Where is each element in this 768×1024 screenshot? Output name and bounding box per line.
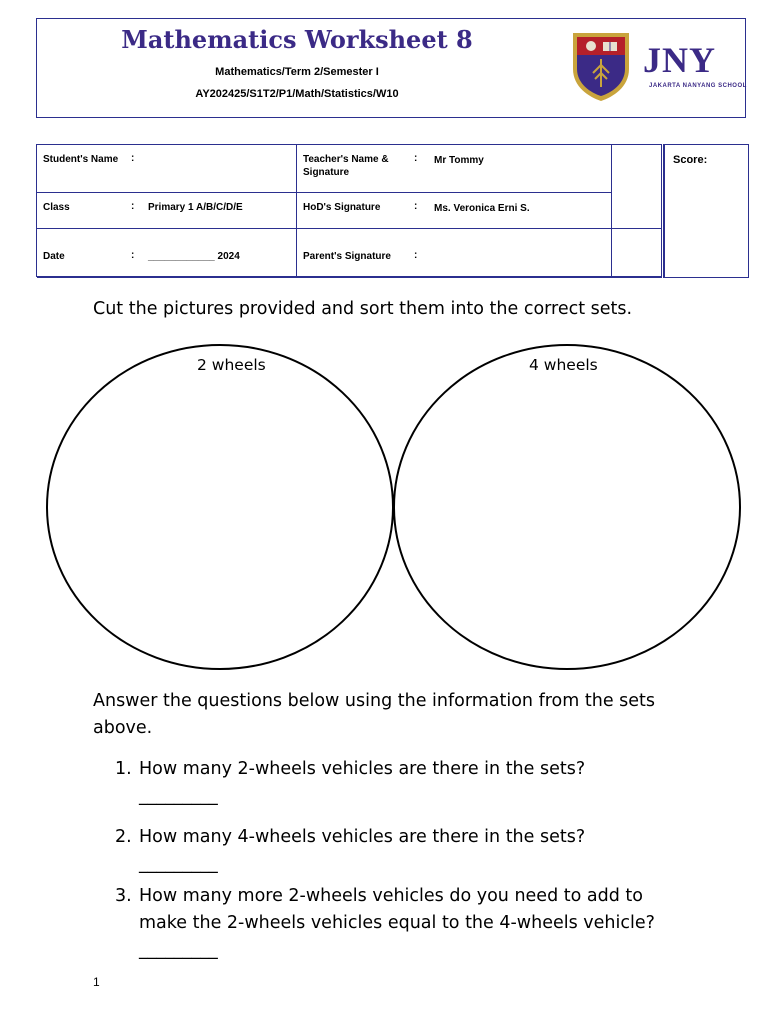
two-wheels-set-label: 2 wheels [197, 356, 266, 374]
school-logo-text: JNY [643, 40, 716, 80]
two-wheels-set-circle [47, 345, 393, 669]
teacher-name-value: Mr Tommy [434, 155, 484, 166]
teacher-signature-label: Signature [303, 167, 350, 178]
four-wheels-set-label: 4 wheels [529, 356, 598, 374]
hod-signature-value: Ms. Veronica Erni S. [434, 203, 530, 214]
answer-blank[interactable]: _________ [139, 786, 218, 806]
sorting-sets [40, 340, 748, 674]
question-number: 1. [115, 759, 132, 779]
student-name-label: Student's Name [43, 154, 119, 165]
worksheet-title: Mathematics Worksheet 8 [121, 25, 473, 54]
parent-colon: : [414, 250, 418, 261]
four-wheels-set-circle [394, 345, 740, 669]
date-label: Date [43, 251, 65, 262]
question-number: 3. [115, 886, 132, 906]
score-box [663, 144, 749, 278]
class-value: Primary 1 A/B/C/D/E [148, 202, 243, 213]
teacher-colon: : [414, 153, 418, 164]
page-number: 1 [93, 975, 100, 989]
date-value: ____________ 2024 [148, 251, 240, 262]
answer-blank[interactable]: _________ [139, 854, 218, 874]
student-name-colon: : [131, 153, 135, 164]
parent-signature-label: Parent's Signature [303, 251, 391, 262]
question-number: 2. [115, 827, 132, 847]
teacher-name-label: Teacher's Name & [303, 154, 389, 165]
hod-signature-label: HoD's Signature [303, 202, 381, 213]
worksheet-code: AY202425/S1T2/P1/Math/Statistics/W10 [195, 88, 399, 100]
school-crest-icon [569, 29, 633, 103]
questions-intro: Answer the questions below using the information from the sets above. [93, 691, 656, 738]
instruction-text: Cut the pictures provided and sort them into the correct sets. [93, 299, 633, 319]
question-text: How many 2-wheels vehicles are there in the sets? _________ [139, 759, 586, 806]
answer-blank[interactable]: _________ [139, 940, 218, 960]
date-colon: : [131, 250, 135, 261]
student-info-table [36, 144, 662, 277]
school-logo-subtext: JAKARTA NANYANG SCHOOL [649, 83, 747, 89]
worksheet-header [36, 18, 746, 118]
hod-colon: : [414, 201, 418, 212]
class-colon: : [131, 201, 135, 212]
question-text: How many more 2-wheels vehicles do you need to add to make the 2-wheels vehicles equal to the 4-wheels vehicle? _________ [139, 886, 655, 960]
worksheet-subtitle: Mathematics/Term 2/Semester I [215, 66, 379, 78]
score-label: Score: [673, 154, 708, 166]
class-label: Class [43, 202, 70, 213]
question-text: How many 4-wheels vehicles are there in the sets? _________ [139, 827, 586, 874]
